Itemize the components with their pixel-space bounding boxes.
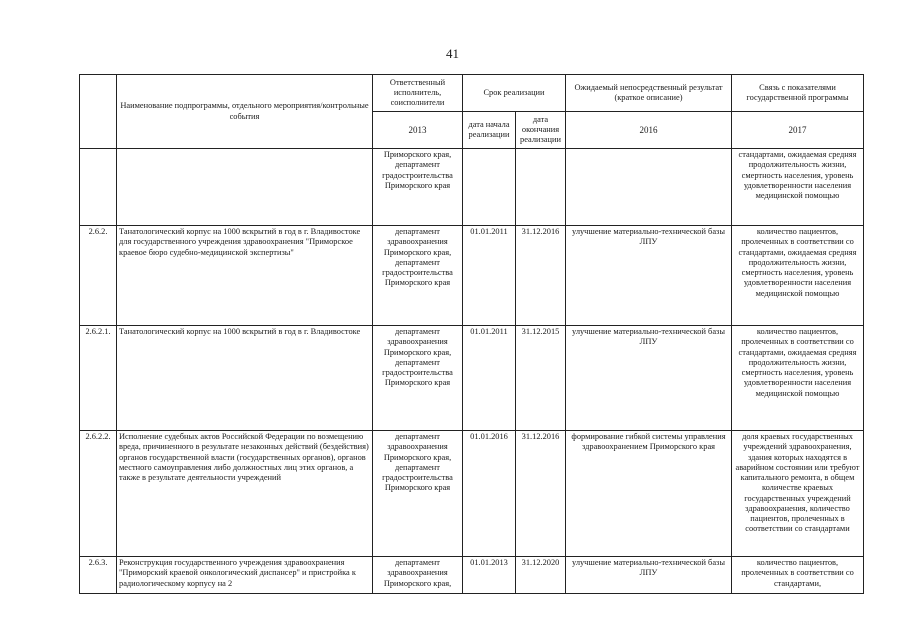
header-end-date: дата окончания реализации <box>516 112 566 149</box>
row-result: улучшение материально-технической базы ЛПУ <box>566 557 732 594</box>
row-name: Танатологический корпус на 1000 вскрытий в год в г. Владивостоке для государственного учреждения здравоохранения "Приморское краевое бюро судебно-медицинской экспертизы" <box>117 226 373 326</box>
program-table <box>79 74 864 594</box>
row-start-date <box>463 149 516 226</box>
header-year-2016: 2016 <box>566 112 732 149</box>
table-row <box>80 557 864 594</box>
row-name: Реконструкция государственного учреждения здравоохранения "Приморский краевой онкологический диспансер" и пристройка к радиологическому корпусу на 2 <box>117 557 373 594</box>
row-indicators: количество пациентов, пролеченных в соответствии со стандартами, <box>732 557 864 594</box>
row-indicators: доля краевых государственных учреждений здравоохранения, здания которых находятся в аварийном состоянии или требуют капитального ремонта, в общем количестве краевых государственных учреждений здравоохранения, количество пациентов, пролеченных в соответствии со стандартами <box>732 431 864 557</box>
row-result <box>566 149 732 226</box>
row-number: 2.6.3. <box>80 557 117 594</box>
header-number <box>80 75 117 149</box>
row-name <box>117 149 373 226</box>
table-row <box>80 226 864 326</box>
table-row <box>80 149 864 226</box>
row-indicators: количество пациентов, пролеченных в соответствии со стандартами, ожидаемая средняя продолжительность жизни, смертность населения, уровень удовлетворенности населения медицинской помощью <box>732 226 864 326</box>
row-end-date <box>516 149 566 226</box>
row-start-date: 01.01.2016 <box>463 431 516 557</box>
header-year-2013: 2013 <box>373 112 463 149</box>
header-period: Срок реализации <box>463 75 566 112</box>
row-result: улучшение материально-технической базы ЛПУ <box>566 326 732 431</box>
row-name: Исполнение судебных актов Российской Федерации по возмещению вреда, причиненного в результате незаконных действий (бездействия) органов государственной власти (государственных органов), органов местного самоуправления либо должностных лиц этих органов, а также в результате деятельности учреждений <box>117 431 373 557</box>
row-responsible: Приморского края, департамент градостроительства Приморского края <box>373 149 463 226</box>
header-year-2017: 2017 <box>732 112 864 149</box>
row-responsible: департамент здравоохранения Приморского края, <box>373 557 463 594</box>
table-row <box>80 431 864 557</box>
row-end-date: 31.12.2015 <box>516 326 566 431</box>
row-result: улучшение материально-технической базы ЛПУ <box>566 226 732 326</box>
header-expected-result: Ожидаемый непосредственный результат (краткое описание) <box>566 75 732 112</box>
row-name: Танатологический корпус на 1000 вскрытий в год в г. Владивостоке <box>117 326 373 431</box>
row-result: формирование гибкой системы управления здравоохранением Приморского края <box>566 431 732 557</box>
row-end-date: 31.12.2020 <box>516 557 566 594</box>
row-end-date: 31.12.2016 <box>516 226 566 326</box>
row-number: 2.6.2.1. <box>80 326 117 431</box>
row-start-date: 01.01.2011 <box>463 326 516 431</box>
header-name: Наименование подпрограммы, отдельного мероприятия/контрольные события <box>117 75 373 149</box>
row-number: 2.6.2.2. <box>80 431 117 557</box>
row-end-date: 31.12.2016 <box>516 431 566 557</box>
table-row <box>80 326 864 431</box>
page-number: 41 <box>446 46 459 61</box>
header-indicators: Связь с показателями государственной программы <box>732 75 864 112</box>
header-responsible: Ответственный исполнитель, соисполнители <box>373 75 463 112</box>
row-number <box>80 149 117 226</box>
row-start-date: 01.01.2011 <box>463 226 516 326</box>
row-start-date: 01.01.2013 <box>463 557 516 594</box>
row-indicators: количество пациентов, пролеченных в соответствии со стандартами, ожидаемая средняя продолжительность жизни, смертность населения, уровень удовлетворенности населения медицинской помощью <box>732 326 864 431</box>
row-number: 2.6.2. <box>80 226 117 326</box>
row-responsible: департамент здравоохранения Приморского края, департамент градостроительства Приморского края <box>373 226 463 326</box>
row-responsible: департамент здравоохранения Приморского края, департамент градостроительства Приморского края <box>373 431 463 557</box>
row-indicators: стандартами, ожидаемая средняя продолжительность жизни, смертность населения, уровень удовлетворенности населения медицинской помощью <box>732 149 864 226</box>
row-responsible: департамент здравоохранения Приморского края, департамент градостроительства Приморского края <box>373 326 463 431</box>
header-start-date: дата начала реализации <box>463 112 516 149</box>
